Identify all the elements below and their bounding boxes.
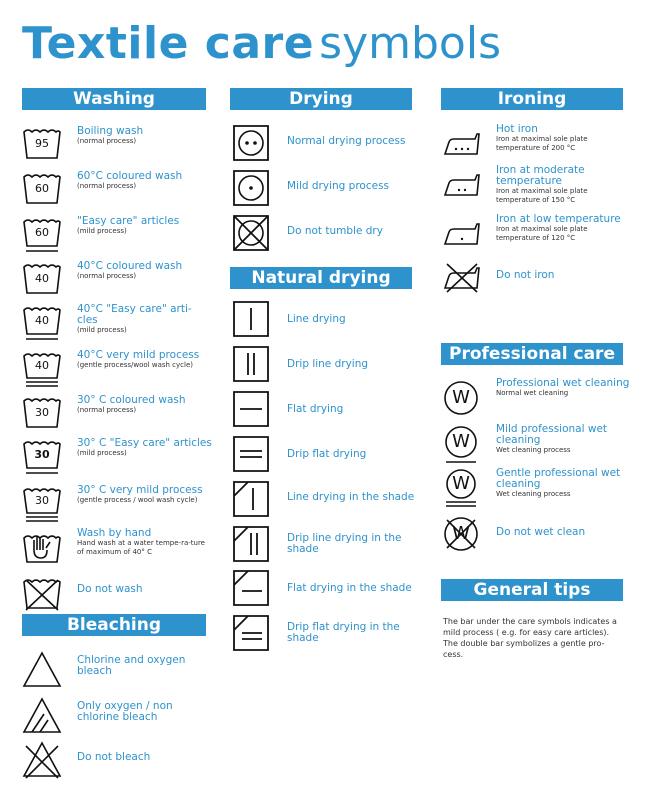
natural-label: Drip flat drying in the shade — [287, 621, 400, 644]
natural-item-line — [232, 300, 422, 344]
wash-item-40-easy — [22, 304, 212, 348]
drying-item-normal — [232, 124, 422, 168]
pro-item-mild — [441, 424, 631, 468]
natural-label: Drip flat drying — [287, 448, 367, 460]
natural-label: Drip line drying — [287, 358, 369, 370]
wash-label: 60°C coloured wash — [77, 170, 183, 182]
do-not-tumble-dry-icon — [232, 214, 272, 254]
wash-temp: 40 — [35, 359, 49, 372]
wash-temp: 40 — [35, 272, 49, 285]
pro-sub: Wet cleaning process — [496, 490, 571, 498]
drip-flat-dry-shade-icon — [232, 614, 272, 654]
wash-sub: (normal process) — [77, 406, 137, 414]
professional-care-header: Professional care — [441, 343, 623, 365]
pro-letter: W — [452, 431, 470, 452]
drip-line-dry-icon — [232, 345, 272, 385]
washing-header: Washing — [22, 88, 206, 110]
wash-label: 40°C "Easy care" arti-cles — [77, 303, 192, 326]
drip-flat-dry-icon — [232, 435, 272, 475]
tumble-dry-mild-icon — [232, 169, 272, 209]
triangle-icon — [22, 650, 62, 690]
wash-temp: 30 — [35, 494, 49, 507]
hand-wash-icon — [22, 528, 62, 568]
wash-sub: (mild process) — [77, 227, 127, 235]
iron-moderate-icon — [441, 165, 481, 205]
pro-sub: Wet cleaning process — [496, 446, 571, 454]
natural-item-drip-line — [232, 345, 422, 389]
wash-temp: 60 — [35, 182, 49, 195]
natural-label: Flat drying in the shade — [287, 582, 412, 594]
iron-hot-icon — [441, 124, 481, 164]
natural-item-drip-flat-shade — [232, 614, 422, 658]
iron-label: Do not iron — [496, 269, 555, 281]
line-dry-icon — [232, 300, 272, 340]
natural-item-flat — [232, 390, 422, 434]
line-dry-shade-icon — [232, 480, 272, 520]
title-bold: Textile care — [22, 18, 315, 69]
iron-sub: Iron at maximal sole plate temperature of 120 °C — [496, 225, 588, 242]
do-not-wash-icon — [22, 574, 62, 614]
wash-label: Boiling wash — [77, 125, 144, 137]
wash-label: Wash by hand — [77, 527, 152, 539]
natural-label: Line drying in the shade — [287, 491, 415, 503]
iron-item-do-not — [441, 258, 631, 302]
pro-letter: W — [452, 387, 470, 408]
pro-label: Gentle professional wet cleaning — [496, 467, 621, 490]
iron-item-hot — [441, 124, 631, 168]
bleach-item-chlorine — [22, 650, 212, 694]
wash-sub: (gentle process / wool wash cycle) — [77, 496, 198, 504]
drying-item-do-not — [232, 214, 422, 258]
wash-sub: (normal process) — [77, 137, 137, 145]
wash-item-60-colour — [22, 171, 212, 215]
do-not-bleach-icon — [22, 740, 62, 780]
wash-temp: 40 — [35, 314, 49, 327]
wash-sub: Hand wash at a water tempe-ra-ture of maximum of 40° C — [77, 539, 205, 556]
natural-label: Flat drying — [287, 403, 344, 415]
drying-label: Mild drying process — [287, 180, 390, 192]
bleach-item-do-not — [22, 740, 212, 784]
natural-item-line-shade — [232, 480, 422, 524]
natural-drying-header: Natural drying — [230, 267, 412, 289]
wash-sub: (normal process) — [77, 272, 137, 280]
wash-item-30-colour — [22, 395, 212, 439]
iron-sub: Iron at maximal sole plate temperature of 150 °C — [496, 187, 588, 204]
wash-label: 30° C coloured wash — [77, 394, 186, 406]
wash-item-95 — [22, 126, 212, 170]
general-tips-header: General tips — [441, 579, 623, 601]
wash-item-40-very-mild — [22, 350, 212, 394]
natural-item-flat-shade — [232, 569, 422, 613]
drying-item-mild — [232, 169, 422, 213]
wash-label: Do not wash — [77, 583, 143, 595]
bleach-label: Do not bleach — [77, 751, 151, 763]
wash-temp: 95 — [35, 137, 49, 150]
drying-label: Do not tumble dry — [287, 225, 383, 237]
drying-label: Normal drying process — [287, 135, 406, 147]
pro-item-wet — [441, 378, 631, 422]
wash-item-hand — [22, 528, 212, 572]
natural-label: Line drying — [287, 313, 346, 325]
page-title — [22, 18, 501, 78]
pro-letter: W — [452, 473, 470, 494]
flat-dry-icon — [232, 390, 272, 430]
wash-temp: 30 — [34, 448, 50, 461]
pro-label: Professional wet cleaning — [496, 377, 630, 389]
wash-label: 30° C "Easy care" articles — [77, 437, 212, 449]
wash-sub: (gentle process/wool wash cycle) — [77, 361, 194, 369]
iron-item-moderate — [441, 165, 631, 209]
wash-sub: (mild process) — [77, 449, 127, 457]
drying-header: Drying — [230, 88, 412, 110]
pro-item-gentle — [441, 468, 631, 512]
natural-item-drip-flat — [232, 435, 422, 479]
natural-label: Drip line drying in the shade — [287, 532, 402, 555]
general-tips-text: The bar under the care symbols indicates a mild process ( e.g. for easy care articles). The double bar symbolizes a gentle pro-cess. — [443, 617, 617, 659]
wash-temp: 30 — [35, 406, 49, 419]
wash-item-60-easy — [22, 216, 212, 260]
iron-label: Iron at moderate temperature — [496, 164, 585, 187]
triangle-stripes-icon — [22, 696, 62, 736]
wash-sub: (mild process) — [77, 326, 127, 334]
bleach-item-oxygen — [22, 696, 212, 740]
pro-label: Mild professional wet cleaning — [496, 423, 608, 446]
flat-dry-shade-icon — [232, 569, 272, 609]
pro-label: Do not wet clean — [496, 526, 586, 538]
wash-label: 30° C very mild process — [77, 484, 203, 496]
iron-sub: Iron at maximal sole plate temperature of 200 °C — [496, 135, 588, 152]
natural-item-drip-line-shade — [232, 525, 422, 569]
bleach-label: Only oxygen / non chlorine bleach — [77, 700, 173, 723]
wash-item-40-colour — [22, 261, 212, 305]
wash-sub: (normal process) — [77, 182, 137, 190]
wash-item-30-easy — [22, 438, 212, 482]
wash-item-do-not — [22, 574, 212, 618]
iron-label: Iron at low temperature — [496, 213, 621, 225]
ironing-header: Ironing — [441, 88, 623, 110]
wash-label: 40°C coloured wash — [77, 260, 183, 272]
bleaching-header: Bleaching — [22, 614, 206, 636]
drip-line-dry-shade-icon — [232, 525, 272, 565]
iron-label: Hot iron — [496, 123, 538, 135]
title-light: symbols — [319, 18, 501, 69]
wash-temp: 60 — [35, 226, 49, 239]
iron-low-icon — [441, 214, 481, 254]
pro-item-do-not — [441, 514, 631, 558]
wash-item-30-very-mild — [22, 485, 212, 529]
bleach-label: Chlorine and oxygen bleach — [77, 654, 186, 677]
pro-sub: Normal wet cleaning — [496, 389, 569, 397]
tumble-dry-normal-icon — [232, 124, 272, 164]
wash-label: "Easy care" articles — [77, 215, 180, 227]
pro-letter: W — [452, 523, 470, 544]
wash-label: 40°C very mild process — [77, 349, 200, 361]
iron-item-low — [441, 214, 631, 258]
do-not-iron-icon — [441, 258, 481, 298]
